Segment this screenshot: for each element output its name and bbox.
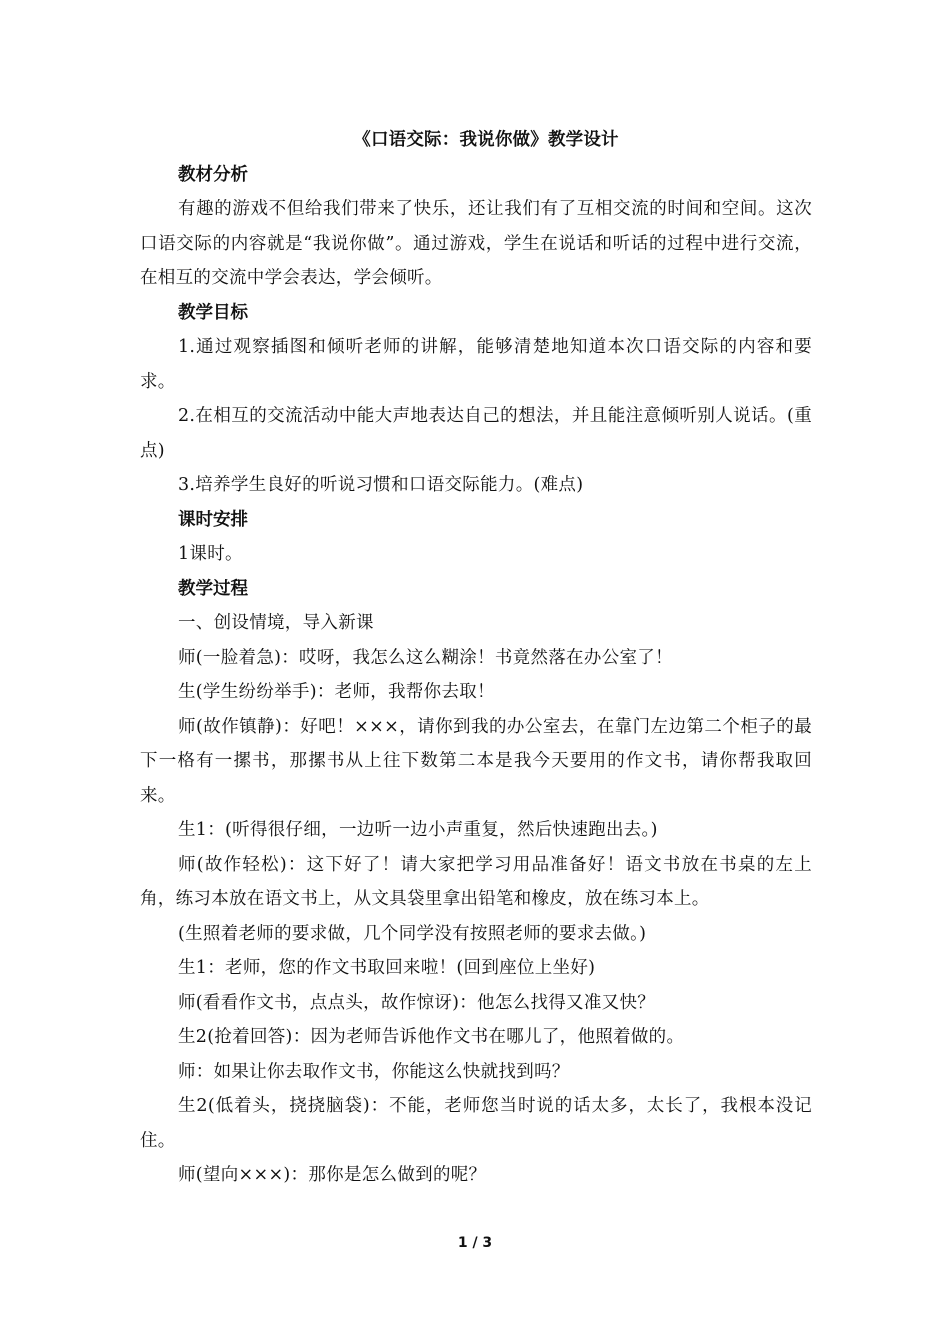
- document-title: 《口语交际：我说你做》教学设计: [353, 130, 619, 150]
- paragraph: 一、创设情境，导入新课: [178, 613, 374, 633]
- page-number: 1 / 3: [457, 1235, 493, 1251]
- paragraph: 2.在相互的交流活动中能大声地表达自己的想法，并且能注意倾听别人说话。(重点): [140, 406, 812, 461]
- section-heading: 课时安排: [178, 509, 248, 530]
- section-heading: 教材分析: [178, 164, 248, 185]
- paragraph: (生照着老师的要求做，几个同学没有按照老师的要求去做。): [178, 923, 647, 944]
- paragraph: 1.通过观察插图和倾听老师的讲解，能够清楚地知道本次口语交际的内容和要求。: [140, 337, 812, 392]
- paragraph: 生2(抢着回答)：因为老师告诉他作文书在哪儿了，他照着做的。: [178, 1027, 685, 1047]
- paragraph: 师(故作镇静)：好吧！×××，请你到我的办公室去，在靠门左边第二个柜子的最下一格有一摞书，那摞书从上往下数第二本是我今天要用的作文书，请你帮我取回来。: [140, 716, 812, 806]
- paragraph: 有趣的游戏不但给我们带来了快乐，还让我们有了互相交流的时间和空间。这次口语交际的内容就是“我说你做”。通过游戏，学生在说话和听话的过程中进行交流，在相互的交流中学会表达，学会倾听。: [140, 199, 812, 288]
- paragraph: 师(看看作文书，点点头，故作惊讶)：他怎么找得又准又快？: [178, 992, 656, 1013]
- paragraph: 师(望向×××)：那你是怎么做到的呢？: [178, 1165, 487, 1185]
- paragraph: 3.培养学生良好的听说习惯和口语交际能力。(难点): [178, 475, 584, 495]
- section-heading: 教学目标: [178, 302, 248, 323]
- paragraph: 生2(低着头，挠挠脑袋)：不能，老师您当时说的话太多，太长了，我根本没记住。: [140, 1096, 812, 1151]
- section-heading: 教学过程: [178, 578, 248, 599]
- paragraph: 师：如果让你去取作文书，你能这么快就找到吗？: [178, 1061, 570, 1082]
- paragraph: 1课时。: [178, 544, 243, 564]
- paragraph: 师(故作轻松)：这下好了！请大家把学习用品准备好！语文书放在书桌的左上角，练习本放在语文书上，从文具袋里拿出铅笔和橡皮，放在练习本上。: [140, 854, 812, 909]
- paragraph: 生1：老师，您的作文书取回来啦！(回到座位上坐好): [178, 958, 596, 978]
- document-body: [140, 158, 812, 1193]
- paragraph: 师(一脸着急)：哎呀，我怎么这么糊涂！书竟然落在办公室了！: [178, 647, 673, 668]
- paragraph: 生(学生纷纷举手)：老师，我帮你去取！: [178, 682, 495, 702]
- paragraph: 生1：(听得很仔细，一边听一边小声重复，然后快速跑出去。): [178, 820, 658, 840]
